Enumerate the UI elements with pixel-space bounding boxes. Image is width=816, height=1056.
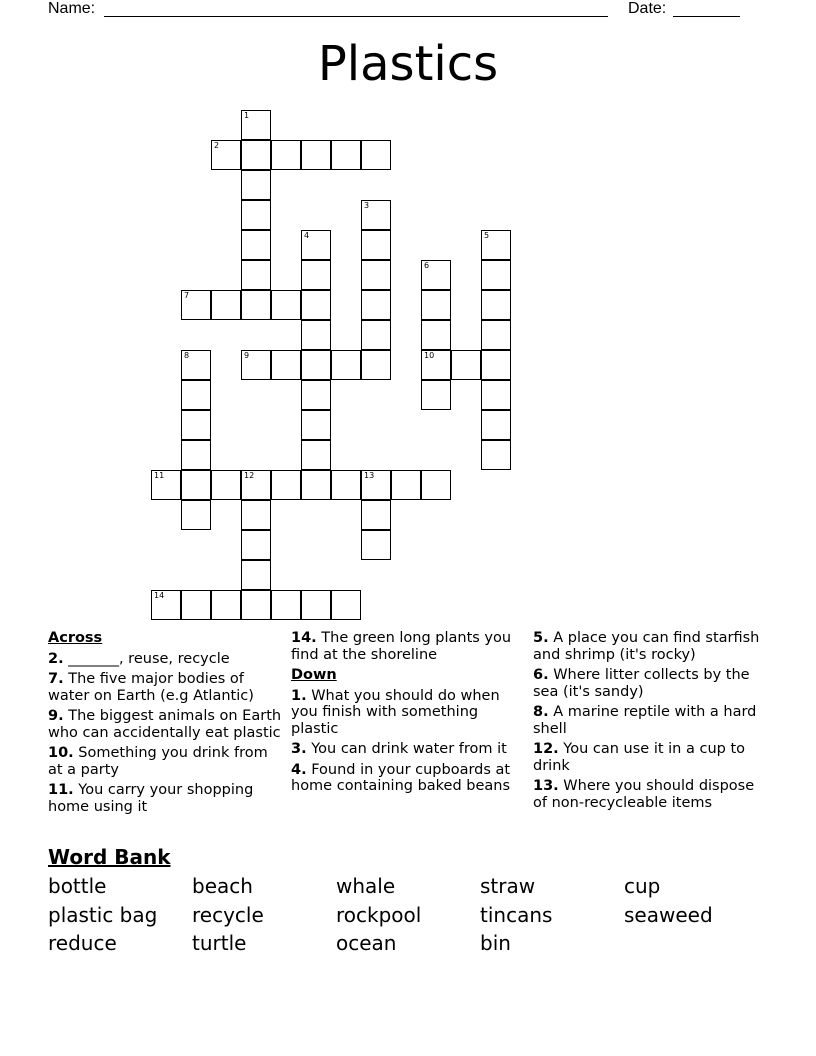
clue-number: 2. xyxy=(48,650,64,667)
across-heading: Across xyxy=(48,630,103,646)
crossword-cell[interactable] xyxy=(421,290,451,320)
word-bank-word: straw xyxy=(480,874,536,898)
clue-down-3 xyxy=(291,741,519,758)
clue-number: 3. xyxy=(291,741,307,757)
clue-number-label: 13 xyxy=(364,471,375,480)
crossword-cell[interactable] xyxy=(181,410,211,440)
clue-number-label: 12 xyxy=(244,471,255,480)
crossword-cell[interactable] xyxy=(301,440,331,470)
clue-text: The five major bodies of water on Earth (e.g Atlantic) xyxy=(48,671,254,704)
crossword-cell[interactable] xyxy=(151,590,181,620)
clue-number-label: 11 xyxy=(154,471,165,480)
clue-number-label: 3 xyxy=(364,201,370,210)
clue-number: 7. xyxy=(48,671,64,687)
crossword-cell[interactable] xyxy=(271,290,301,320)
word-bank-word: turtle xyxy=(192,931,247,955)
clue-number-label: 6 xyxy=(424,261,430,270)
clue-down-12 xyxy=(533,741,765,774)
clue-across-14 xyxy=(291,630,519,663)
clue-down-8 xyxy=(533,704,765,737)
crossword-cell[interactable] xyxy=(241,500,271,530)
crossword-cell[interactable] xyxy=(301,350,331,380)
clue-number: 6. xyxy=(533,667,549,683)
clue-number: 14. xyxy=(291,630,317,646)
crossword-cell[interactable] xyxy=(391,470,421,500)
clue-down-4 xyxy=(291,762,519,795)
clue-number-label: 2 xyxy=(214,141,220,150)
clues-column-2 xyxy=(291,630,519,799)
clue-number: 11. xyxy=(48,782,74,798)
crossword-cell[interactable] xyxy=(481,440,511,470)
clue-number-label: 5 xyxy=(484,231,490,240)
crossword-cell[interactable] xyxy=(271,350,301,380)
name-field-line[interactable] xyxy=(104,16,608,17)
crossword-cell[interactable] xyxy=(181,350,211,380)
clue-text: _______, reuse, recycle xyxy=(68,650,230,667)
name-date-header xyxy=(48,0,768,20)
crossword-cell[interactable] xyxy=(181,290,211,320)
crossword-cell[interactable] xyxy=(181,500,211,530)
crossword-cell[interactable] xyxy=(241,110,271,140)
clue-number-label: 7 xyxy=(184,291,190,300)
crossword-cell[interactable] xyxy=(361,500,391,530)
clue-down-13 xyxy=(533,778,765,811)
crossword-cell[interactable] xyxy=(301,380,331,410)
crossword-cell[interactable] xyxy=(361,260,391,290)
crossword-cell[interactable] xyxy=(211,140,241,170)
clue-text: You can drink water from it xyxy=(311,741,507,757)
clue-number: 10. xyxy=(48,745,74,761)
crossword-cell[interactable] xyxy=(241,140,271,170)
crossword-cell[interactable] xyxy=(211,290,241,320)
crossword-cell[interactable] xyxy=(181,440,211,470)
crossword-cell[interactable] xyxy=(241,470,271,500)
crossword-cell[interactable] xyxy=(301,290,331,320)
crossword-cell[interactable] xyxy=(241,530,271,560)
crossword-cell[interactable] xyxy=(361,140,391,170)
crossword-cell[interactable] xyxy=(331,470,361,500)
date-field-line[interactable] xyxy=(673,16,740,17)
clue-across-11 xyxy=(48,782,284,815)
clue-number: 9. xyxy=(48,708,64,724)
word-bank-word: seaweed xyxy=(624,903,713,927)
crossword-cell[interactable] xyxy=(481,410,511,440)
crossword-cell[interactable] xyxy=(271,470,301,500)
word-bank-word: tincans xyxy=(480,903,553,927)
crossword-cell[interactable] xyxy=(241,590,271,620)
crossword-cell[interactable] xyxy=(241,560,271,590)
crossword-cell[interactable] xyxy=(241,260,271,290)
clue-number: 4. xyxy=(291,761,307,778)
clue-number: 12. xyxy=(533,741,559,757)
crossword-cell[interactable] xyxy=(241,230,271,260)
crossword-cell[interactable] xyxy=(331,350,361,380)
clues-column-1 xyxy=(48,630,284,819)
clue-number-label: 14 xyxy=(154,591,165,600)
crossword-cell[interactable] xyxy=(301,230,331,260)
clue-text: Where you should dispose of non-recycleable items xyxy=(533,778,755,811)
crossword-cell[interactable] xyxy=(361,290,391,320)
crossword-cell[interactable] xyxy=(181,380,211,410)
clue-across-9 xyxy=(48,708,284,741)
crossword-cell[interactable] xyxy=(151,470,181,500)
clue-across-2 xyxy=(48,651,284,668)
clue-text: Where litter collects by the sea (it's sandy) xyxy=(533,667,750,700)
crossword-cell[interactable] xyxy=(361,350,391,380)
clue-text: You can use it in a cup to drink xyxy=(533,741,746,774)
crossword-cell[interactable] xyxy=(421,380,451,410)
crossword-cell[interactable] xyxy=(331,590,361,620)
clues-column-3 xyxy=(533,630,765,815)
crossword-cell[interactable] xyxy=(211,470,241,500)
clue-number-label: 8 xyxy=(184,351,190,360)
clue-text: A marine reptile with a hard shell xyxy=(533,704,757,737)
crossword-cell[interactable] xyxy=(421,350,451,380)
crossword-cell[interactable] xyxy=(361,200,391,230)
clue-text: A place you can find starfish and shrimp (it's rocky) xyxy=(533,630,760,663)
word-bank-word: rockpool xyxy=(336,903,422,927)
crossword-cell[interactable] xyxy=(451,350,481,380)
word-bank-word: bin xyxy=(480,931,511,955)
clue-text: Something you drink from at a party xyxy=(48,745,268,778)
crossword-cell[interactable] xyxy=(481,320,511,350)
crossword-cell[interactable] xyxy=(301,470,331,500)
clue-number: 1. xyxy=(291,687,307,704)
crossword-cell[interactable] xyxy=(241,350,271,380)
clue-number-label: 10 xyxy=(424,351,435,360)
clue-number: 5. xyxy=(533,630,549,646)
crossword-cell[interactable] xyxy=(421,320,451,350)
clue-text: What you should do when you finish with something plastic xyxy=(291,687,500,737)
crossword-cell[interactable] xyxy=(271,590,301,620)
clue-across-10 xyxy=(48,745,284,778)
crossword-cell[interactable] xyxy=(181,470,211,500)
clue-number-label: 1 xyxy=(244,111,250,120)
clue-down-1 xyxy=(291,688,519,738)
crossword-cell[interactable] xyxy=(301,260,331,290)
crossword-cell[interactable] xyxy=(331,140,361,170)
crossword-cell[interactable] xyxy=(361,470,391,500)
crossword-cell[interactable] xyxy=(301,590,331,620)
crossword-cell[interactable] xyxy=(481,260,511,290)
page-title: Plastics xyxy=(317,36,499,92)
clue-number-label: 9 xyxy=(244,351,250,360)
crossword-cell[interactable] xyxy=(361,530,391,560)
clue-number: 8. xyxy=(533,704,549,720)
clue-text: You carry your shopping home using it xyxy=(48,782,254,815)
crossword-cell[interactable] xyxy=(481,350,511,380)
date-label: Date: xyxy=(628,0,667,17)
clue-text: Found in your cupboards at home containing baked beans xyxy=(291,761,511,794)
crossword-cell[interactable] xyxy=(421,470,451,500)
crossword-cell[interactable] xyxy=(241,290,271,320)
crossword-cell[interactable] xyxy=(481,230,511,260)
crossword-cell[interactable] xyxy=(301,320,331,350)
crossword-cell[interactable] xyxy=(421,260,451,290)
clue-text: The biggest animals on Earth who can accidentally eat plastic xyxy=(48,708,282,741)
name-label: Name: xyxy=(48,0,96,17)
clue-across-7 xyxy=(48,671,284,704)
crossword-cell[interactable] xyxy=(301,140,331,170)
word-bank-word: recycle xyxy=(192,903,264,927)
crossword-cell[interactable] xyxy=(301,410,331,440)
crossword-cell[interactable] xyxy=(241,170,271,200)
word-bank-word: bottle xyxy=(48,874,107,898)
crossword-cell[interactable] xyxy=(241,200,271,230)
down-heading: Down xyxy=(291,667,337,683)
clue-text: The green long plants you find at the shoreline xyxy=(291,630,512,663)
crossword-cell[interactable] xyxy=(481,380,511,410)
crossword-cell[interactable] xyxy=(361,230,391,260)
crossword-cell[interactable] xyxy=(481,290,511,320)
clue-number: 13. xyxy=(533,778,559,794)
crossword-cell[interactable] xyxy=(271,140,301,170)
word-bank-word: beach xyxy=(192,874,253,898)
crossword-cell[interactable] xyxy=(361,320,391,350)
word-bank-title: Word Bank xyxy=(48,845,171,869)
word-bank-word: reduce xyxy=(48,931,117,955)
clue-down-6 xyxy=(533,667,765,700)
word-bank-word: ocean xyxy=(336,931,397,955)
word-bank-word: plastic bag xyxy=(48,903,158,927)
clue-down-5 xyxy=(533,630,765,663)
crossword-cell[interactable] xyxy=(211,590,241,620)
clue-number-label: 4 xyxy=(304,231,310,240)
crossword-cell[interactable] xyxy=(181,590,211,620)
word-bank-word: whale xyxy=(336,874,396,898)
word-bank-word: cup xyxy=(624,874,661,898)
